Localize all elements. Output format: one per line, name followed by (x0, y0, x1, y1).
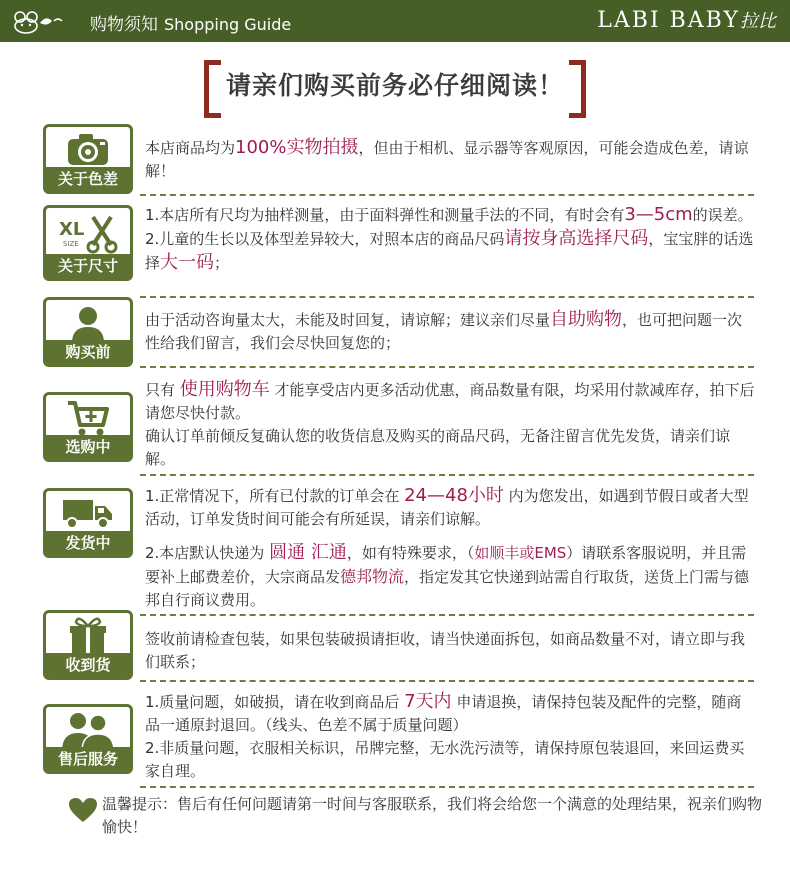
section-divider (140, 614, 754, 616)
text-run: ，如有特殊要求，（ (346, 544, 475, 562)
highlight-text: 自助购物 (550, 309, 623, 330)
section-divider (140, 474, 754, 476)
highlight-text: 请按身高选择尺码 (504, 228, 649, 249)
section-shopping-icon-box (43, 392, 133, 462)
notice-title: 请亲们购买前务必仔细阅读！ (225, 71, 564, 100)
section-received-paragraph-1 (145, 628, 755, 674)
section-shopping-content (145, 378, 755, 471)
text-run: 由于活动咨询量太大，未能及时回复，请谅解；建议亲们尽量 (145, 311, 551, 329)
section-size-paragraph-2 (145, 227, 755, 275)
text-run: ）请联系客服说明，并且需要补上邮费差价，大宗商品发 (145, 544, 747, 586)
text-run: ； (214, 254, 230, 272)
section-before-buy-icon-box (43, 297, 133, 367)
section-color-paragraph-1 (145, 136, 755, 183)
section-divider (140, 366, 754, 368)
text-run: 1.正常情况下，所有已付款的订单会在 (145, 487, 405, 505)
bracket-left (204, 60, 221, 118)
notice-banner (0, 58, 790, 114)
highlight-text: 3—5cm (624, 204, 693, 225)
section-after-sale-paragraph-1 (145, 690, 755, 737)
brand-name-en: LABI BABY (597, 8, 740, 33)
text-run: ，指定发其它快递到站需自行取货，送货上门需与德邦自行商议费用。 (145, 568, 750, 609)
section-received-icon-box (43, 610, 133, 680)
size-icon-subtext: SIZE (63, 240, 79, 248)
text-run: 的误差。 (692, 206, 753, 224)
section-color-content (145, 136, 755, 183)
brand-name (597, 7, 776, 33)
text-run: 签收前请检查包装，如果包装破损请拒收，请当快递面拆包，如商品数量不对，请立即与我们联系； (145, 630, 746, 671)
text-run: 2.非质量问题，衣服相关标识，吊牌完整，无水洗污渍等，请保持原包装退回，来回运费买家自理。 (145, 739, 745, 780)
section-color-label: 关于色差 (46, 167, 130, 191)
section-shipping-paragraph-2 (145, 541, 755, 612)
text-run: 只有 (145, 381, 180, 399)
text-run: ，宝宝胖的话选择 (145, 230, 754, 272)
section-divider (140, 786, 754, 788)
section-divider (140, 296, 754, 298)
section-shipping-paragraph-1 (145, 484, 755, 531)
header-title-en: Shopping Guide (164, 15, 292, 34)
section-received-label: 收到货 (46, 653, 130, 677)
highlight-text: 德邦物流 (340, 567, 405, 586)
size-scissors-icon (53, 211, 123, 255)
gift-icon (68, 616, 108, 656)
cart-icon (66, 399, 110, 437)
highlight-text: 使用购物车 (179, 379, 270, 400)
text-run: 才能享受店内更多活动优惠，商品数量有限，均采用付款减库存，拍下后请您尽快付款。 (145, 381, 755, 422)
text-run: 申请退换，请保持包装及配件的完整，随商品一通原封退回。（线头、色差不属于质量问题） (145, 693, 742, 734)
text-run: 内为您发出，如遇到节假日或者大型活动，订单发货时间可能会有所延误，请亲们谅解。 (145, 487, 749, 528)
section-shopping-label: 选购中 (46, 435, 130, 459)
text-run: 2.儿童的生长以及体型差异较大，对照本店的商品尺码 (145, 230, 505, 248)
camera-icon (66, 131, 110, 167)
section-before-buy-paragraph-1 (145, 308, 755, 355)
section-shipping-content (145, 484, 755, 612)
text-run: 1.质量问题，如破损，请在收到商品后 (145, 693, 405, 711)
section-shopping-paragraph-2 (145, 425, 755, 471)
header-title-cn: 购物须知 (90, 15, 158, 35)
section-shipping-label: 发货中 (46, 531, 130, 555)
truck-icon (61, 497, 115, 531)
section-after-sale-paragraph-2 (145, 737, 755, 783)
text-run: 本店商品均为 (145, 139, 236, 157)
footer-tip-text: 温馨提示：售后有任何问题请第一时间与客服联系，我们将会给您一个满意的处理结果，祝亲们购物愉快！ (102, 795, 763, 836)
highlight-text: 大一码 (160, 252, 215, 273)
section-shopping-paragraph-1 (145, 378, 755, 425)
header-title (90, 10, 291, 35)
section-before-buy-content (145, 308, 755, 355)
text-run: 2.本店默认快递为 (145, 544, 270, 562)
text-run: 1.本店所有尺均为抽样测量，由于面料弹性和测量手法的不同，有时会有 (145, 206, 625, 224)
section-divider (140, 194, 754, 196)
page-header (0, 0, 790, 42)
section-before-buy-label: 购买前 (46, 340, 130, 364)
section-color-icon-box (43, 124, 133, 194)
logo-icon (10, 7, 90, 35)
heart-icon (68, 797, 98, 823)
section-size-icon-box (43, 205, 133, 281)
section-size-label: 关于尺寸 (46, 254, 130, 278)
bracket-right (569, 60, 586, 118)
highlight-text: 100%实物拍摄 (235, 137, 359, 158)
highlight-text: 7天内 (404, 691, 452, 712)
section-shipping-icon-box (43, 488, 133, 558)
size-icon-text: XL (59, 219, 85, 240)
section-after-sale-label: 售后服务 (46, 747, 130, 771)
highlight-text: 圆通 汇通 (269, 542, 347, 563)
section-divider (140, 680, 754, 682)
text-run: 确认订单前倾反复确认您的收货信息及购买的商品尺码，无备注留言优先发货，请亲们谅解。 (145, 427, 731, 468)
highlight-text: 24—48小时 (404, 485, 504, 506)
highlight-text: 如顺丰或EMS (474, 544, 567, 562)
text-run: ，但由于相机、显示器等客观原因，可能会造成色差，请谅解！ (145, 139, 749, 180)
user-icon (68, 303, 108, 343)
section-size-content (145, 203, 755, 275)
section-after-sale-icon-box (43, 704, 133, 774)
section-received-content (145, 628, 755, 674)
notice-banner-box (208, 58, 582, 114)
section-after-sale-content (145, 690, 755, 783)
brand-name-cn: 拉比 (740, 11, 776, 32)
text-run: ，也可把问题一次性给我们留言，我们会尽快回复您的； (145, 311, 743, 352)
users-icon (58, 709, 118, 751)
section-size-paragraph-1 (145, 203, 755, 227)
